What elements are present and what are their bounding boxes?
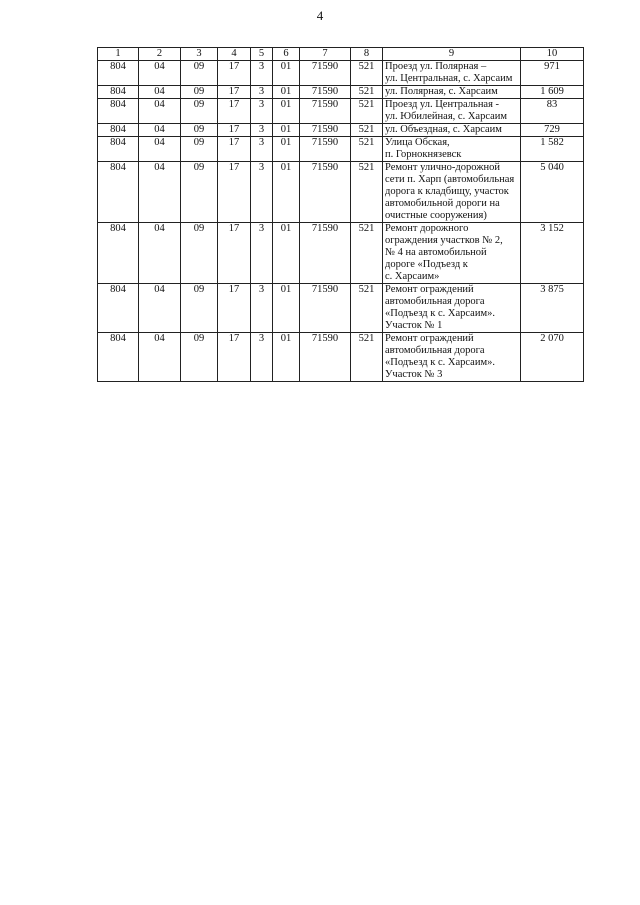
code-cell: 3 xyxy=(251,86,273,99)
description-line: Проезд ул. Полярная – xyxy=(385,61,487,72)
header-row xyxy=(98,48,584,61)
code-cell: 09 xyxy=(181,61,218,86)
code-cell: 01 xyxy=(273,333,300,382)
col-header: 8 xyxy=(351,48,383,61)
code-cell: 3 xyxy=(251,223,273,284)
code-cell: 01 xyxy=(273,61,300,86)
description-line: «Подъезд к с. Харсаим». xyxy=(385,357,495,368)
code-cell: 71590 xyxy=(300,284,351,333)
description-line: сети п. Харп (автомобильная xyxy=(385,174,515,185)
code-cell: 04 xyxy=(139,124,181,137)
code-cell: 71590 xyxy=(300,86,351,99)
description-line: очистные сооружения) xyxy=(385,210,487,221)
code-cell: 17 xyxy=(218,162,251,223)
code-cell: 01 xyxy=(273,86,300,99)
code-cell: 01 xyxy=(273,162,300,223)
table-row xyxy=(98,333,584,382)
description-line: ограждения участков № 2, xyxy=(385,235,503,246)
table-row xyxy=(98,86,584,99)
code-cell: 804 xyxy=(98,124,139,137)
code-cell: 01 xyxy=(273,137,300,162)
code-cell: 04 xyxy=(139,162,181,223)
code-cell: 71590 xyxy=(300,162,351,223)
code-cell: 09 xyxy=(181,333,218,382)
amount-cell: 971 xyxy=(521,61,584,86)
code-cell: 3 xyxy=(251,61,273,86)
description-cell xyxy=(383,61,521,86)
code-cell: 04 xyxy=(139,284,181,333)
code-cell: 521 xyxy=(351,124,383,137)
code-cell: 04 xyxy=(139,99,181,124)
description-cell xyxy=(383,162,521,223)
code-cell: 09 xyxy=(181,162,218,223)
col-header: 4 xyxy=(218,48,251,61)
table-row xyxy=(98,61,584,86)
code-cell: 04 xyxy=(139,223,181,284)
code-cell: 804 xyxy=(98,162,139,223)
code-cell: 17 xyxy=(218,284,251,333)
description-cell xyxy=(383,223,521,284)
code-cell: 01 xyxy=(273,99,300,124)
code-cell: 3 xyxy=(251,124,273,137)
description-cell xyxy=(383,137,521,162)
description-line: с. Харсаим» xyxy=(385,271,440,282)
code-cell: 3 xyxy=(251,284,273,333)
table-row xyxy=(98,124,584,137)
description-line: Ремонт дорожного xyxy=(385,223,469,234)
code-cell: 521 xyxy=(351,162,383,223)
col-header: 10 xyxy=(521,48,584,61)
page-number: 4 xyxy=(316,8,324,23)
code-cell: 521 xyxy=(351,61,383,86)
code-cell: 01 xyxy=(273,124,300,137)
description-cell xyxy=(383,86,521,99)
code-cell: 04 xyxy=(139,86,181,99)
description-line: № 4 на автомобильной xyxy=(385,247,487,258)
code-cell: 521 xyxy=(351,223,383,284)
code-cell: 3 xyxy=(251,333,273,382)
code-cell: 804 xyxy=(98,137,139,162)
description-cell xyxy=(383,333,521,382)
code-cell: 804 xyxy=(98,333,139,382)
description-line: Участок № 3 xyxy=(385,369,443,380)
code-cell: 521 xyxy=(351,99,383,124)
code-cell: 521 xyxy=(351,333,383,382)
amount-cell: 2 070 xyxy=(521,333,584,382)
table-row xyxy=(98,162,584,223)
code-cell: 804 xyxy=(98,223,139,284)
amount-cell: 729 xyxy=(521,124,584,137)
description-line: автомобильная дорога xyxy=(385,345,485,356)
description-line: ул. Юбилейная, с. Харсаим xyxy=(385,111,508,122)
code-cell: 17 xyxy=(218,86,251,99)
col-header: 5 xyxy=(251,48,273,61)
col-header: 2 xyxy=(139,48,181,61)
code-cell: 09 xyxy=(181,86,218,99)
code-cell: 01 xyxy=(273,223,300,284)
code-cell: 71590 xyxy=(300,333,351,382)
code-cell: 3 xyxy=(251,162,273,223)
description-line: ул. Центральная, с. Харсаим xyxy=(385,73,513,84)
code-cell: 71590 xyxy=(300,223,351,284)
amount-cell: 5 040 xyxy=(521,162,584,223)
table-row xyxy=(98,137,584,162)
description-line: Проезд ул. Центральная - xyxy=(385,99,500,110)
description-cell xyxy=(383,284,521,333)
description-line: п. Горнокнязевск xyxy=(385,149,462,160)
code-cell: 521 xyxy=(351,284,383,333)
code-cell: 17 xyxy=(218,137,251,162)
code-cell: 09 xyxy=(181,223,218,284)
amount-cell: 3 875 xyxy=(521,284,584,333)
code-cell: 71590 xyxy=(300,61,351,86)
description-line: дорога к кладбищу, участок xyxy=(385,186,509,197)
code-cell: 71590 xyxy=(300,124,351,137)
code-cell: 804 xyxy=(98,61,139,86)
code-cell: 04 xyxy=(139,137,181,162)
code-cell: 09 xyxy=(181,284,218,333)
code-cell: 17 xyxy=(218,99,251,124)
code-cell: 17 xyxy=(218,124,251,137)
code-cell: 71590 xyxy=(300,137,351,162)
col-header: 1 xyxy=(98,48,139,61)
code-cell: 17 xyxy=(218,223,251,284)
col-header: 9 xyxy=(383,48,521,61)
code-cell: 09 xyxy=(181,137,218,162)
col-header: 7 xyxy=(300,48,351,61)
description-line: автомобильная дорога xyxy=(385,296,485,307)
description-line: ул. Объездная, с. Харсаим xyxy=(385,124,502,135)
code-cell: 17 xyxy=(218,61,251,86)
code-cell: 3 xyxy=(251,99,273,124)
budget-table xyxy=(97,47,584,382)
description-line: Ремонт ограждений xyxy=(385,333,474,344)
amount-cell: 1 582 xyxy=(521,137,584,162)
description-line: ул. Полярная, с. Харсаим xyxy=(385,86,498,97)
code-cell: 521 xyxy=(351,137,383,162)
description-line: Участок № 1 xyxy=(385,320,443,331)
description-cell xyxy=(383,99,521,124)
description-line: Ремонт ограждений xyxy=(385,284,474,295)
table-row xyxy=(98,223,584,284)
code-cell: 804 xyxy=(98,99,139,124)
table-row xyxy=(98,284,584,333)
amount-cell: 83 xyxy=(521,99,584,124)
table-row xyxy=(98,99,584,124)
code-cell: 09 xyxy=(181,124,218,137)
col-header: 3 xyxy=(181,48,218,61)
code-cell: 04 xyxy=(139,333,181,382)
code-cell: 17 xyxy=(218,333,251,382)
code-cell: 04 xyxy=(139,61,181,86)
code-cell: 804 xyxy=(98,86,139,99)
description-cell xyxy=(383,124,521,137)
code-cell: 71590 xyxy=(300,99,351,124)
description-line: Ремонт улично-дорожной xyxy=(385,162,500,173)
code-cell: 804 xyxy=(98,284,139,333)
code-cell: 3 xyxy=(251,137,273,162)
description-line: дороге «Подъезд к xyxy=(385,259,468,270)
code-cell: 09 xyxy=(181,99,218,124)
amount-cell: 3 152 xyxy=(521,223,584,284)
amount-cell: 1 609 xyxy=(521,86,584,99)
description-line: Улица Обская, xyxy=(385,137,450,148)
description-line: автомобильной дороги на xyxy=(385,198,500,209)
col-header: 6 xyxy=(273,48,300,61)
description-line: «Подъезд к с. Харсаим». xyxy=(385,308,495,319)
code-cell: 01 xyxy=(273,284,300,333)
code-cell: 521 xyxy=(351,86,383,99)
